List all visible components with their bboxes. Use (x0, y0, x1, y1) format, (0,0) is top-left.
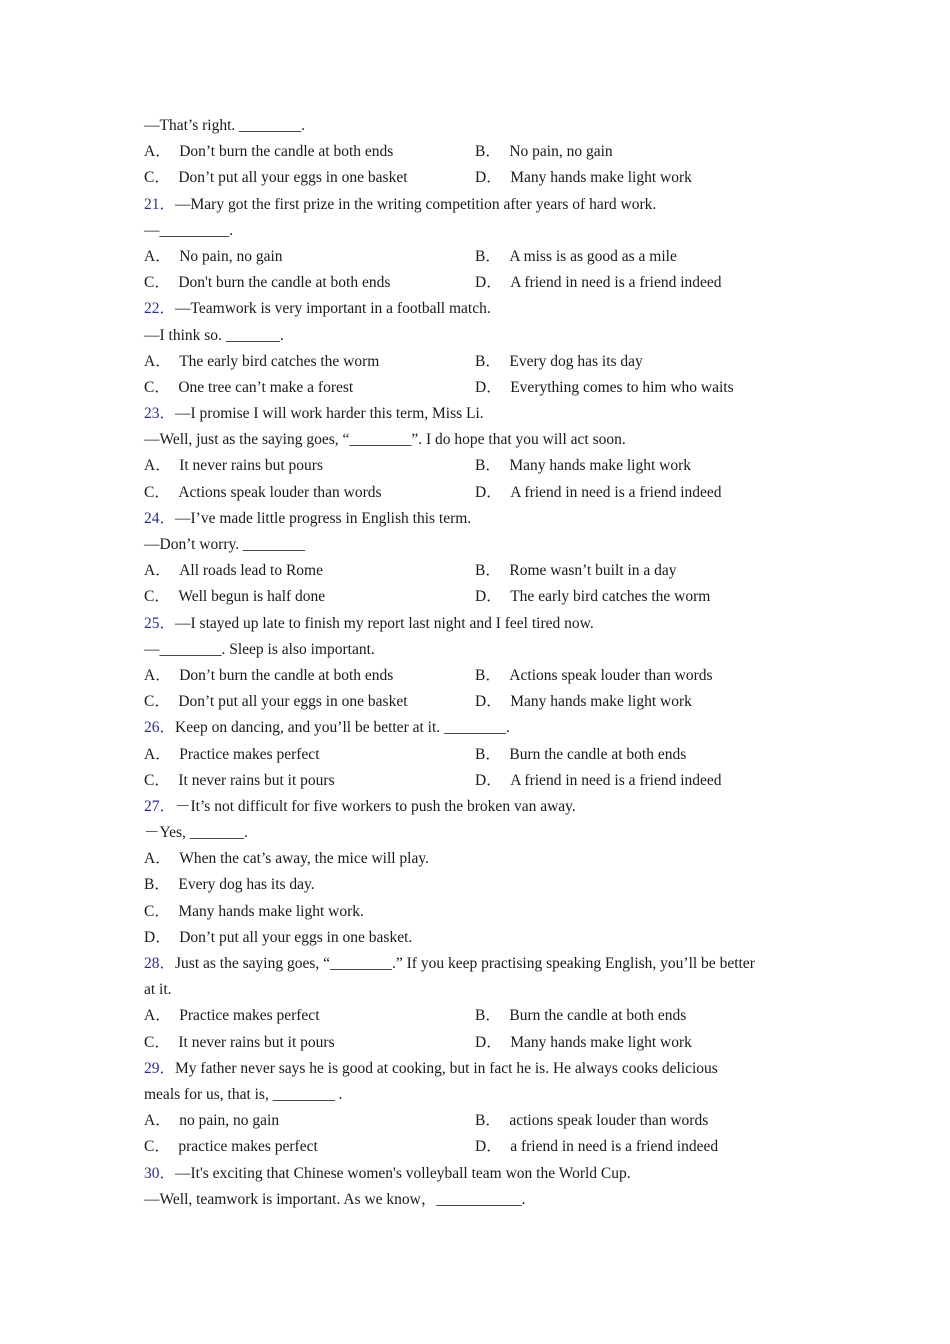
option-label: D． (475, 378, 502, 396)
option-label: A． (144, 1112, 171, 1130)
answer-option (144, 1134, 475, 1160)
option-text: Burn the candle at both ends (509, 745, 687, 763)
question-number: 29． (144, 1059, 176, 1077)
answer-option (144, 349, 475, 375)
question-response (144, 218, 814, 244)
question-block (144, 192, 814, 297)
answer-option (144, 663, 475, 689)
answer-option (144, 1003, 475, 1029)
question-response (144, 1082, 814, 1108)
option-label: C． (144, 1033, 170, 1051)
option-line (144, 872, 814, 898)
option-row (144, 480, 814, 506)
option-label: B． (144, 876, 170, 894)
answer-option (144, 375, 475, 401)
answer-option (144, 1108, 475, 1134)
option-label: D． (475, 693, 502, 711)
option-text: No pain, no gain (509, 143, 613, 161)
option-label: C． (144, 378, 170, 396)
option-row (144, 1003, 814, 1029)
option-line (144, 846, 814, 872)
question-number: 30． (144, 1164, 176, 1182)
option-text: Everything comes to him who waits (510, 378, 734, 396)
option-text: Many hands make light work (510, 693, 692, 711)
answer-option (144, 558, 475, 584)
option-label: C． (144, 693, 170, 711)
option-label: A． (144, 247, 171, 265)
option-text: When the cat’s away, the mice will play. (179, 850, 429, 868)
answer-option (475, 584, 710, 610)
answer-option (475, 1030, 692, 1056)
option-text: Every dog has its day (509, 352, 643, 370)
option-label: B． (475, 1112, 501, 1130)
question-stem (144, 611, 814, 637)
question-response (144, 977, 814, 1003)
option-label: B． (475, 247, 501, 265)
option-row (144, 244, 814, 270)
option-text: Don't burn the candle at both ends (178, 274, 391, 292)
option-line (144, 925, 814, 951)
answer-option (144, 139, 475, 165)
question-number: 28． (144, 955, 176, 972)
option-label: D． (144, 928, 171, 946)
question-text: —I stayed up late to finish my report last night and I feel tired now. (175, 614, 594, 632)
option-text: A friend in need is a friend indeed (510, 274, 722, 292)
option-text: It never rains but pours (179, 457, 323, 475)
option-text: It never rains but it pours (178, 771, 335, 789)
answer-option (475, 768, 722, 794)
question-block (144, 715, 814, 794)
option-label: B． (475, 352, 501, 370)
option-text: Don’t burn the candle at both ends (179, 666, 394, 684)
answer-option (475, 1134, 718, 1160)
option-row (144, 453, 814, 479)
option-text: Many hands make light work (510, 169, 692, 187)
option-label: C． (144, 1138, 170, 1156)
option-text: Don’t put all your eggs in one basket (178, 693, 408, 711)
question-text: —Don’t worry. ________ (144, 536, 306, 553)
option-text: One tree can’t make a forest (178, 378, 354, 396)
question-block (144, 401, 814, 506)
option-label: D． (475, 274, 502, 292)
option-row (144, 584, 814, 610)
option-text: The early bird catches the worm (510, 588, 711, 606)
question-text: —Mary got the first prize in the writing competition after years of hard work. (175, 195, 657, 213)
option-text: Well begun is half done (178, 588, 326, 606)
question-stem (144, 401, 814, 427)
question-block (144, 1056, 814, 1161)
option-label: A． (144, 1007, 171, 1025)
question-block (144, 296, 814, 401)
question-text: —It's exciting that Chinese women's volleyball team won the World Cup. (175, 1164, 631, 1182)
option-text: a friend in need is a friend indeed (510, 1138, 719, 1156)
answer-option (144, 872, 315, 898)
question-stem (144, 715, 814, 741)
option-label: C． (144, 771, 170, 789)
question-text: My father never says he is good at cooking, but in fact he is. He always cooks delicious (175, 1059, 718, 1077)
question-list (144, 113, 814, 1213)
option-label: C． (144, 902, 170, 920)
option-label: D． (475, 1033, 502, 1051)
option-label: B． (475, 457, 501, 475)
option-label: C． (144, 588, 170, 606)
question-response: —That’s right. ________. (144, 117, 306, 134)
answer-option (475, 139, 613, 165)
option-row (144, 1030, 814, 1056)
option-text: Actions speak louder than words (509, 666, 713, 684)
question-text: —I’ve made little progress in English this term. (175, 509, 472, 527)
option-text: Burn the candle at both ends (509, 1007, 687, 1025)
answer-option (144, 244, 475, 270)
question-block (144, 794, 814, 951)
answer-option (475, 480, 722, 506)
option-row (144, 1134, 814, 1160)
question-text: Just as the saying goes, “________.” If you keep practising speaking English, you’ll be better (175, 955, 755, 972)
answer-option (475, 1108, 708, 1134)
answer-option (475, 663, 713, 689)
option-text: no pain, no gain (179, 1112, 280, 1130)
option-label: A． (144, 666, 171, 684)
answer-option (475, 165, 692, 191)
option-text: actions speak louder than words (509, 1112, 709, 1130)
option-label: A． (144, 143, 171, 161)
question-text: meals for us, that is, ________ . (144, 1085, 343, 1103)
answer-option (144, 689, 475, 715)
option-label: B． (475, 1007, 501, 1025)
question-20-continuation (144, 113, 814, 192)
question-stem (144, 1161, 814, 1187)
question-stem (144, 951, 814, 977)
answer-option (144, 584, 475, 610)
question-block (144, 611, 814, 716)
option-text: Rome wasn’t built in a day (509, 562, 677, 580)
question-stem (144, 192, 814, 218)
option-label: D． (475, 771, 502, 789)
answer-option (144, 453, 475, 479)
option-row (144, 558, 814, 584)
answer-option (144, 768, 475, 794)
answer-option (475, 375, 734, 401)
option-text: practice makes perfect (178, 1138, 318, 1156)
answer-option (144, 742, 475, 768)
question-stem (144, 1056, 814, 1082)
option-text: All roads lead to Rome (179, 562, 323, 580)
question-text: —________. Sleep is also important. (144, 640, 375, 658)
question-block (144, 1161, 814, 1213)
question-response (144, 1187, 814, 1213)
option-label: A． (144, 457, 171, 475)
question-stem (144, 794, 814, 820)
question-text: at it. (144, 981, 172, 999)
answer-option (144, 480, 475, 506)
option-text: Practice makes perfect (179, 1007, 320, 1025)
question-number: 26． (144, 719, 176, 737)
question-number: 21． (144, 195, 176, 213)
option-text: The early bird catches the worm (179, 352, 380, 370)
option-label: D． (475, 588, 502, 606)
option-row (144, 349, 814, 375)
question-block (144, 506, 814, 611)
option-row (144, 1108, 814, 1134)
question-stem (144, 506, 814, 532)
answer-option (475, 1003, 686, 1029)
answer-option (144, 899, 364, 925)
option-label: A． (144, 352, 171, 370)
question-number: 22． (144, 300, 176, 318)
option-text: It never rains but it pours (178, 1033, 335, 1051)
question-response (144, 532, 814, 558)
option-row (144, 742, 814, 768)
question-response (144, 820, 814, 846)
option-text: Many hands make light work (509, 457, 692, 475)
question-text: —Well, just as the saying goes, “________”. I do hope that you will act soon. (144, 431, 626, 449)
option-text: Every dog has its day. (178, 876, 315, 894)
question-text: —Well, teamwork is important. As we know，___________. (144, 1190, 526, 1208)
option-text: Practice makes perfect (179, 745, 320, 763)
option-text: Don’t burn the candle at both ends (179, 143, 394, 161)
question-number: 23． (144, 405, 176, 423)
question-response (144, 637, 814, 663)
answer-option (475, 244, 677, 270)
question-text: —I promise I will work harder this term, Miss Li. (175, 405, 484, 423)
option-label: D． (475, 483, 502, 501)
option-text: Actions speak louder than words (178, 483, 382, 501)
option-text: No pain, no gain (179, 247, 283, 265)
question-response (144, 427, 814, 453)
option-row (144, 768, 814, 794)
answer-option (475, 742, 686, 768)
answer-option (475, 270, 722, 296)
question-block (144, 951, 814, 1056)
option-text: Many hands make light work. (178, 902, 364, 920)
option-label: B． (475, 666, 501, 684)
option-line (144, 899, 814, 925)
option-label: A． (144, 850, 171, 868)
question-number: 24． (144, 509, 176, 527)
option-label: D． (475, 1138, 502, 1156)
option-label: C． (144, 274, 170, 292)
option-text: A friend in need is a friend indeed (510, 483, 722, 501)
answer-option (475, 689, 692, 715)
answer-option (144, 925, 412, 951)
answer-option (144, 270, 475, 296)
question-number: 25． (144, 614, 176, 632)
option-label: A． (144, 745, 171, 763)
option-label: C． (144, 483, 170, 501)
option-text: Many hands make light work (510, 1033, 692, 1051)
answer-option (144, 846, 429, 872)
answer-option (144, 165, 475, 191)
answer-option (475, 349, 643, 375)
option-label: C． (144, 169, 170, 187)
question-text: —I think so. _______. (144, 326, 284, 344)
answer-option (475, 558, 677, 584)
question-text: —Teamwork is very important in a football match. (175, 300, 491, 318)
option-label: D． (475, 169, 502, 187)
question-text: －Yes, _______. (144, 824, 248, 842)
option-label: A． (144, 562, 171, 580)
question-text: －It’s not difficult for five workers to push the broken van away. (175, 797, 576, 815)
option-label: B． (475, 143, 501, 161)
option-label: B． (475, 562, 501, 580)
option-row (144, 165, 814, 191)
option-text: Don’t put all your eggs in one basket. (179, 928, 413, 946)
question-number: 27． (144, 797, 176, 815)
option-row (144, 139, 814, 165)
answer-option (475, 453, 691, 479)
option-text: A friend in need is a friend indeed (510, 771, 722, 789)
option-text: Don’t put all your eggs in one basket (178, 169, 408, 187)
option-row (144, 270, 814, 296)
question-text: Keep on dancing, and you’ll be better at it. ________. (175, 719, 510, 737)
option-label: B． (475, 745, 501, 763)
option-row (144, 663, 814, 689)
answer-option (144, 1030, 475, 1056)
question-response (144, 323, 814, 349)
question-stem (144, 296, 814, 322)
option-row (144, 689, 814, 715)
option-row (144, 375, 814, 401)
option-text: A miss is as good as a mile (509, 247, 677, 265)
question-text: —_________. (144, 221, 234, 239)
